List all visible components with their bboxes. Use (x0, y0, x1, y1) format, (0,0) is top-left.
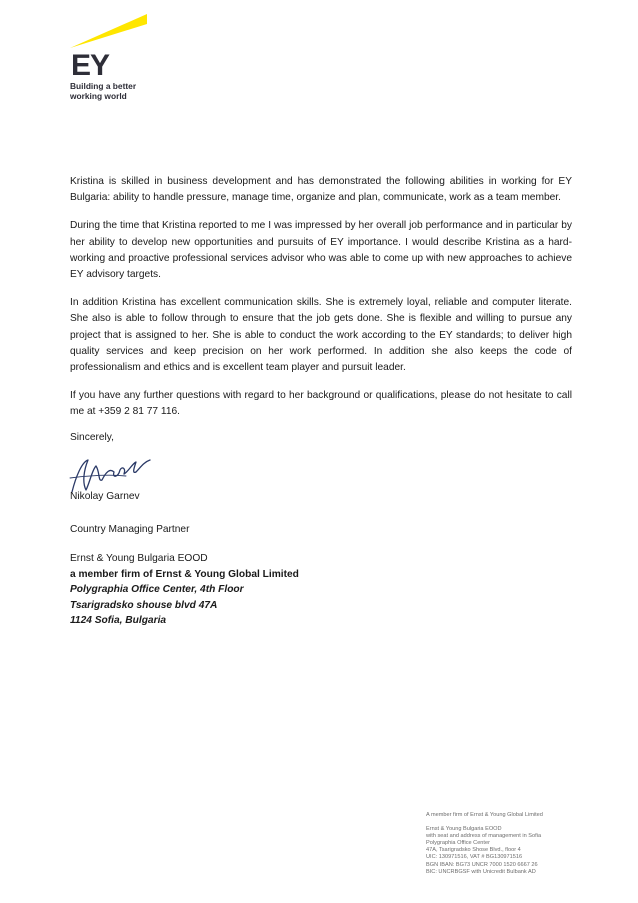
footer-member-line: A member firm of Ernst & Young Global Limited (426, 812, 543, 818)
footer-street: 47A, Tsarigradsko Shose Blvd., floor 4 (426, 847, 521, 854)
ey-brand-mark: EY (71, 49, 110, 82)
paragraph-performance: During the time that Kristina reported to me I was impressed by her overall job performance and in particular by her ability to develop new opportunities and pursuits of EY importance. I would describe Kristina as a hard-working and proactive professional services advisor who was able to come up with new approaches to achieve EY advisory targets. (70, 220, 572, 281)
footer-company-info (426, 812, 606, 876)
paragraph-contact: If you have any further questions with regard to her background or qualifications, please do not hesitate to call me at +359 2 81 77 116. (70, 390, 572, 418)
footer-building: Polygraphia Office Center (426, 840, 490, 847)
signer-name: Nikolay Garnev (70, 491, 140, 502)
footer-bic: BIC: UNCRBGSF with Unicredit Bulbank AD (426, 868, 536, 875)
tagline-line-1: Building a better (70, 81, 137, 91)
company-name: Ernst & Young Bulgaria EOOD (70, 553, 208, 564)
letter-body (70, 174, 572, 433)
footer-company: Ernst & Young Bulgaria EOOD (426, 826, 502, 833)
paragraph-skills: Kristina is skilled in business development and has demonstrated the following abilities in working for EY Bulgaria: ability to handle pressure, manage time, organize and plan, communicate, work as a team member. (70, 176, 572, 204)
address-line-3: 1124 Sofia, Bulgaria (70, 615, 167, 627)
footer-seat: with seat and address of management in Sofia (426, 833, 542, 840)
footer-uic-vat: UIC: 130971516, VAT # BG130971516 (426, 854, 523, 861)
address-line-1: Polygraphia Office Center, 4th Floor (70, 584, 244, 596)
signer-title: Country Managing Partner (70, 524, 190, 535)
member-firm-line: a member firm of Ernst & Young Global Limited (70, 568, 299, 580)
handwritten-signature-icon (66, 456, 156, 496)
tagline-line-2: working world (70, 90, 127, 101)
address-line-2: Tsarigradsko shouse blvd 47A (70, 599, 218, 611)
paragraph-communication: In addition Kristina has excellent communication skills. She is extremely loyal, reliable and computer literate. She also is able to follow through to ensure that the job gets done. She is flexible and willing to pursue any project that is assigned to her. She is able to conduct the work according to the EY standards; to deliver high quality services and keep precision on her work performed. In addition she also keeps the code of professionalism and ethics and is excellent team player and pursuit leader. (70, 297, 572, 374)
closing: Sincerely, (70, 432, 114, 443)
ey-tagline (70, 82, 136, 101)
sender-address (70, 551, 299, 629)
footer-iban: BGN IBAN: BG73 UNCR 7000 1520 6667 26 (426, 861, 538, 868)
